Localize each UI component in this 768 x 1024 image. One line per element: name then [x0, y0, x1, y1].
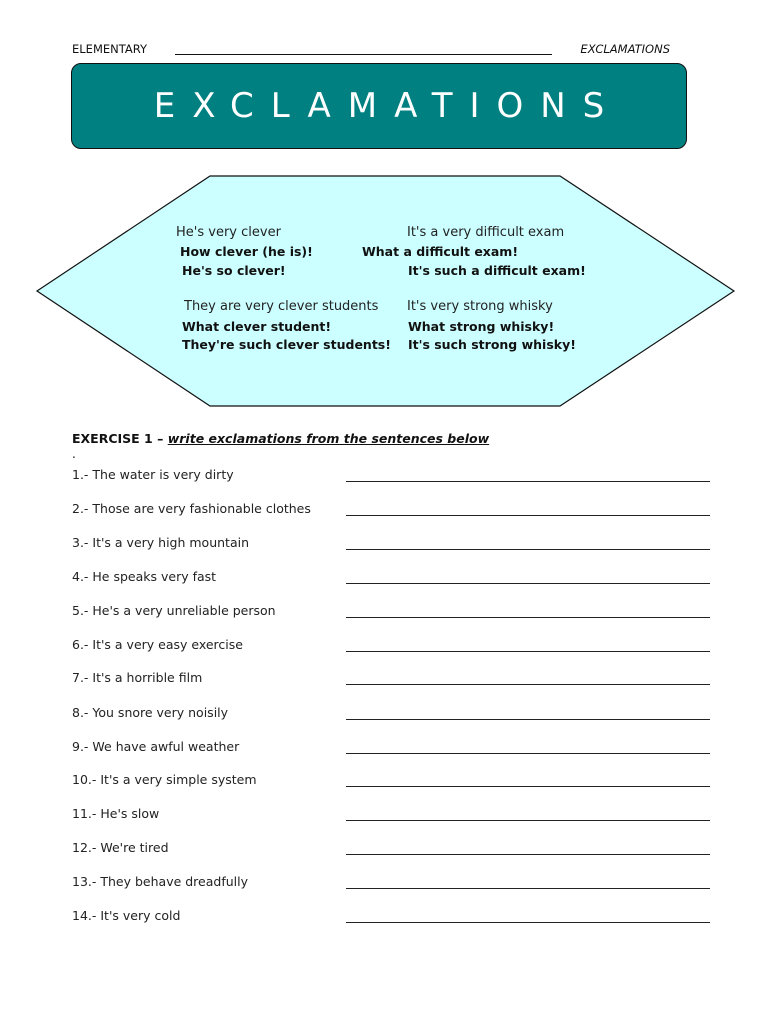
exercise-item — [0, 603, 768, 623]
exercise-item-sentence: 14.- It's very cold — [72, 908, 181, 923]
example-exclamation: What a difficult exam! — [362, 244, 519, 259]
answer-line[interactable] — [346, 549, 710, 550]
example-sentence: It's a very difficult exam — [407, 225, 565, 240]
exercise-instruction: write exclamations from the sentences below — [167, 431, 490, 446]
exercise-item — [0, 467, 768, 487]
exercise-item — [0, 670, 768, 690]
example-sentence: They are very clever students — [184, 299, 379, 314]
stray-dot: . — [72, 447, 76, 461]
answer-line[interactable] — [346, 651, 710, 652]
answer-line[interactable] — [346, 820, 710, 821]
exercise-item-sentence: 12.- We're tired — [72, 840, 169, 855]
answer-line[interactable] — [346, 888, 710, 889]
example-exclamation: What strong whisky! — [408, 319, 555, 334]
exercise-item-sentence: 3.- It's a very high mountain — [72, 535, 250, 550]
examples-hexagon — [0, 0, 768, 420]
exercise-item — [0, 739, 768, 759]
answer-line[interactable] — [346, 854, 710, 855]
exercise-item — [0, 569, 768, 589]
example-exclamation: He's so clever! — [182, 263, 286, 278]
exercise-item-sentence: 11.- He's slow — [72, 806, 160, 821]
exercise-item — [0, 705, 768, 725]
example-sentence: It's very strong whisky — [407, 299, 553, 314]
answer-line[interactable] — [346, 922, 710, 923]
example-exclamation: What clever student! — [182, 319, 332, 334]
exercise-item-sentence: 4.- He speaks very fast — [72, 569, 217, 584]
header-topic: EXCLAMATIONS — [580, 42, 670, 56]
exercise-item — [0, 535, 768, 555]
answer-line[interactable] — [346, 481, 710, 482]
answer-line[interactable] — [346, 753, 710, 754]
hexagon-shape — [37, 176, 734, 406]
answer-line[interactable] — [346, 786, 710, 787]
exercise-item — [0, 874, 768, 894]
answer-line[interactable] — [346, 515, 710, 516]
exercise-item-sentence: 5.- He's a very unreliable person — [72, 603, 276, 618]
exercise-heading — [72, 431, 489, 446]
exercise-item-sentence: 7.- It's a horrible film — [72, 670, 203, 685]
answer-line[interactable] — [346, 617, 710, 618]
exercise-item — [0, 501, 768, 521]
exercise-item — [0, 806, 768, 826]
exercise-item — [0, 772, 768, 792]
exercise-item — [0, 908, 768, 928]
answer-line[interactable] — [346, 719, 710, 720]
exercise-item-sentence: 1.- The water is very dirty — [72, 467, 234, 482]
example-exclamation: How clever (he is)! — [180, 244, 313, 259]
exercise-item-sentence: 10.- It's a very simple system — [72, 772, 257, 787]
exercise-item-sentence: 9.- We have awful weather — [72, 739, 240, 754]
exercise-item — [0, 840, 768, 860]
example-exclamation: They're such clever students! — [182, 337, 391, 352]
exercise-item-sentence: 2.- Those are very fashionable clothes — [72, 501, 311, 516]
exercise-item-sentence: 6.- It's a very easy exercise — [72, 637, 243, 652]
banner-title: EXCLAMATIONS — [153, 86, 622, 126]
example-exclamation: It's such strong whisky! — [408, 337, 576, 352]
example-exclamation: It's such a difficult exam! — [408, 263, 586, 278]
example-sentence: He's very clever — [176, 225, 281, 240]
exercise-item-sentence: 13.- They behave dreadfully — [72, 874, 249, 889]
exercise-label: EXERCISE 1 – — [72, 431, 168, 446]
answer-line[interactable] — [346, 684, 710, 685]
exercise-item — [0, 637, 768, 657]
header-level: ELEMENTARY — [72, 42, 148, 56]
answer-line[interactable] — [346, 583, 710, 584]
exercise-item-sentence: 8.- You snore very noisily — [72, 705, 229, 720]
